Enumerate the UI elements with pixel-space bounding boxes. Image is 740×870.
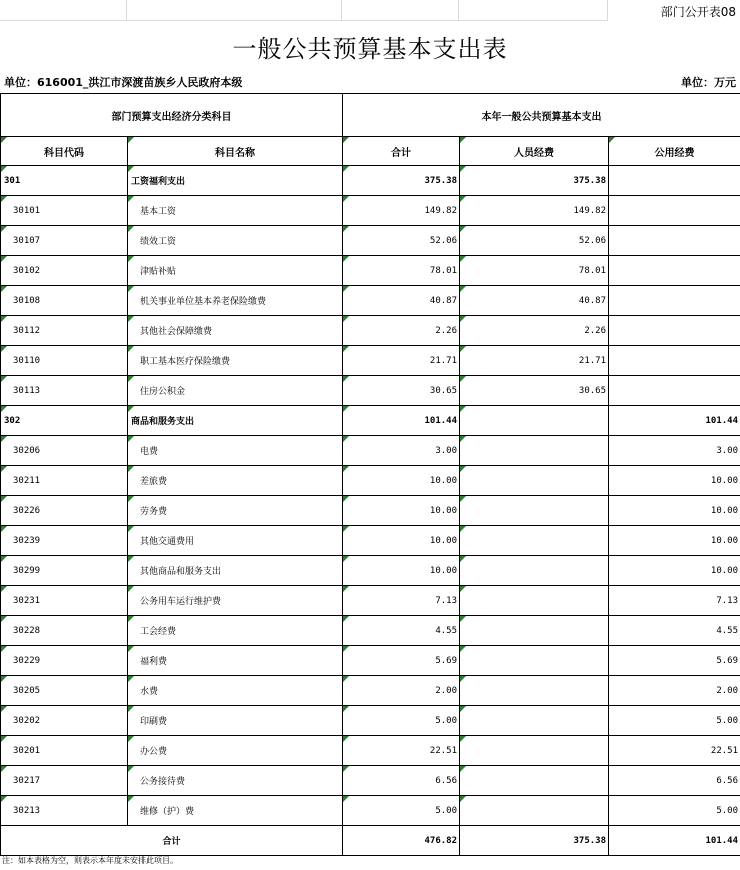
table-row bbox=[1, 736, 740, 766]
table-row bbox=[1, 796, 740, 826]
cell-total: 4.55 bbox=[343, 616, 460, 646]
cell-personnel: 2.26 bbox=[460, 316, 609, 346]
cell-personnel bbox=[460, 796, 609, 826]
cell-code: 30211 bbox=[1, 466, 128, 496]
cell-public bbox=[609, 346, 740, 376]
cell-personnel bbox=[460, 466, 609, 496]
cell-name: 机关事业单位基本养老保险缴费 bbox=[128, 286, 343, 316]
total-personnel: 375.38 bbox=[460, 826, 609, 856]
header-total: 合计 bbox=[343, 137, 460, 166]
cell-name: 职工基本医疗保险缴费 bbox=[128, 346, 343, 376]
budget-table bbox=[0, 93, 740, 856]
table-row bbox=[1, 496, 740, 526]
cell-total: 5.00 bbox=[343, 796, 460, 826]
cell-total: 2.00 bbox=[343, 676, 460, 706]
cell-total: 101.44 bbox=[343, 406, 460, 436]
cell-code: 30239 bbox=[1, 526, 128, 556]
cell-name: 劳务费 bbox=[128, 496, 343, 526]
cell-public: 2.00 bbox=[609, 676, 740, 706]
cell-code: 30217 bbox=[1, 766, 128, 796]
cell-code: 302 bbox=[1, 406, 128, 436]
cell-personnel bbox=[460, 496, 609, 526]
cell-total: 10.00 bbox=[343, 556, 460, 586]
cell-name: 福利费 bbox=[128, 646, 343, 676]
top-grid-strip bbox=[0, 0, 740, 22]
header-group-left: 部门预算支出经济分类科目 bbox=[1, 94, 343, 137]
cell-total: 2.26 bbox=[343, 316, 460, 346]
cell-public: 6.56 bbox=[609, 766, 740, 796]
cell-code: 30228 bbox=[1, 616, 128, 646]
table-row bbox=[1, 346, 740, 376]
table-row bbox=[1, 766, 740, 796]
table-row bbox=[1, 406, 740, 436]
cell-code: 30102 bbox=[1, 256, 128, 286]
cell-personnel bbox=[460, 766, 609, 796]
cell-name: 其他交通费用 bbox=[128, 526, 343, 556]
grid-cell bbox=[0, 0, 127, 21]
cell-public: 10.00 bbox=[609, 526, 740, 556]
table-row bbox=[1, 166, 740, 196]
cell-code: 30299 bbox=[1, 556, 128, 586]
cell-public: 10.00 bbox=[609, 466, 740, 496]
cell-code: 30201 bbox=[1, 736, 128, 766]
header-group-row bbox=[1, 94, 740, 137]
cell-code: 30202 bbox=[1, 706, 128, 736]
cell-personnel: 30.65 bbox=[460, 376, 609, 406]
cell-name: 其他社会保障缴费 bbox=[128, 316, 343, 346]
table-row bbox=[1, 466, 740, 496]
total-public: 101.44 bbox=[609, 826, 740, 856]
table-row bbox=[1, 706, 740, 736]
grid-cell bbox=[342, 0, 459, 21]
cell-name: 办公费 bbox=[128, 736, 343, 766]
cell-personnel bbox=[460, 406, 609, 436]
total-sum: 476.82 bbox=[343, 826, 460, 856]
cell-total: 78.01 bbox=[343, 256, 460, 286]
cell-name: 公务用车运行维护费 bbox=[128, 586, 343, 616]
cell-total: 10.00 bbox=[343, 526, 460, 556]
table-row bbox=[1, 436, 740, 466]
cell-code: 30229 bbox=[1, 646, 128, 676]
cell-code: 30113 bbox=[1, 376, 128, 406]
footnote: 注：如本表格为空，则表示本年度未安排此项目。 bbox=[2, 856, 178, 865]
cell-code: 30231 bbox=[1, 586, 128, 616]
cell-personnel bbox=[460, 736, 609, 766]
cell-code: 301 bbox=[1, 166, 128, 196]
table-row bbox=[1, 646, 740, 676]
cell-personnel bbox=[460, 676, 609, 706]
page-title: 一般公共预算基本支出表 bbox=[232, 35, 508, 63]
cell-total: 7.13 bbox=[343, 586, 460, 616]
cell-personnel bbox=[460, 526, 609, 556]
cell-total: 30.65 bbox=[343, 376, 460, 406]
total-row bbox=[1, 826, 740, 856]
cell-name: 工资福利支出 bbox=[128, 166, 343, 196]
table-row bbox=[1, 226, 740, 256]
cell-name: 水费 bbox=[128, 676, 343, 706]
cell-public: 3.00 bbox=[609, 436, 740, 466]
table-row bbox=[1, 676, 740, 706]
cell-total: 5.69 bbox=[343, 646, 460, 676]
cell-total: 6.56 bbox=[343, 766, 460, 796]
cell-name: 基本工资 bbox=[128, 196, 343, 226]
header-column-row bbox=[1, 137, 740, 166]
header-group-right: 本年一般公共预算基本支出 bbox=[343, 94, 740, 137]
cell-code: 30108 bbox=[1, 286, 128, 316]
cell-name: 津贴补贴 bbox=[128, 256, 343, 286]
cell-personnel: 149.82 bbox=[460, 196, 609, 226]
cell-personnel: 21.71 bbox=[460, 346, 609, 376]
cell-public: 7.13 bbox=[609, 586, 740, 616]
cell-code: 30206 bbox=[1, 436, 128, 466]
cell-name: 商品和服务支出 bbox=[128, 406, 343, 436]
cell-total: 21.71 bbox=[343, 346, 460, 376]
table-row bbox=[1, 286, 740, 316]
cell-public bbox=[609, 196, 740, 226]
cell-total: 10.00 bbox=[343, 496, 460, 526]
table-row bbox=[1, 556, 740, 586]
cell-public bbox=[609, 376, 740, 406]
cell-total: 3.00 bbox=[343, 436, 460, 466]
cell-total: 149.82 bbox=[343, 196, 460, 226]
cell-name: 印刷费 bbox=[128, 706, 343, 736]
grid-cell bbox=[459, 0, 608, 21]
cell-code: 30101 bbox=[1, 196, 128, 226]
cell-name: 绩效工资 bbox=[128, 226, 343, 256]
form-number: 部门公开表08 bbox=[660, 5, 736, 19]
header-public: 公用经费 bbox=[609, 137, 740, 166]
cell-personnel bbox=[460, 436, 609, 466]
cell-code: 30107 bbox=[1, 226, 128, 256]
cell-public: 101.44 bbox=[609, 406, 740, 436]
cell-personnel bbox=[460, 616, 609, 646]
unit-row bbox=[0, 73, 740, 93]
cell-personnel bbox=[460, 556, 609, 586]
table-row bbox=[1, 316, 740, 346]
cell-public: 10.00 bbox=[609, 556, 740, 586]
cell-public: 5.69 bbox=[609, 646, 740, 676]
table-row bbox=[1, 616, 740, 646]
table-row bbox=[1, 196, 740, 226]
total-label: 合计 bbox=[1, 826, 343, 856]
cell-code: 30112 bbox=[1, 316, 128, 346]
cell-code: 30213 bbox=[1, 796, 128, 826]
cell-name: 电费 bbox=[128, 436, 343, 466]
header-name: 科目名称 bbox=[128, 137, 343, 166]
cell-total: 375.38 bbox=[343, 166, 460, 196]
cell-public: 5.00 bbox=[609, 706, 740, 736]
cell-personnel bbox=[460, 586, 609, 616]
cell-personnel bbox=[460, 646, 609, 676]
cell-public: 22.51 bbox=[609, 736, 740, 766]
header-code: 科目代码 bbox=[1, 137, 128, 166]
cell-name: 差旅费 bbox=[128, 466, 343, 496]
cell-code: 30226 bbox=[1, 496, 128, 526]
grid-cell bbox=[127, 0, 342, 21]
cell-personnel bbox=[460, 706, 609, 736]
cell-total: 22.51 bbox=[343, 736, 460, 766]
cell-total: 52.06 bbox=[343, 226, 460, 256]
cell-name: 维修（护）费 bbox=[128, 796, 343, 826]
cell-personnel: 375.38 bbox=[460, 166, 609, 196]
cell-code: 30205 bbox=[1, 676, 128, 706]
header-personnel: 人员经费 bbox=[460, 137, 609, 166]
cell-personnel: 78.01 bbox=[460, 256, 609, 286]
cell-public: 5.00 bbox=[609, 796, 740, 826]
cell-code: 30110 bbox=[1, 346, 128, 376]
cell-personnel: 52.06 bbox=[460, 226, 609, 256]
cell-name: 住房公积金 bbox=[128, 376, 343, 406]
cell-public: 4.55 bbox=[609, 616, 740, 646]
cell-public bbox=[609, 316, 740, 346]
cell-public bbox=[609, 166, 740, 196]
cell-total: 40.87 bbox=[343, 286, 460, 316]
cell-name: 其他商品和服务支出 bbox=[128, 556, 343, 586]
cell-total: 5.00 bbox=[343, 706, 460, 736]
cell-personnel: 40.87 bbox=[460, 286, 609, 316]
cell-public bbox=[609, 226, 740, 256]
cell-total: 10.00 bbox=[343, 466, 460, 496]
unit-currency: 单位：万元 bbox=[681, 76, 736, 89]
cell-name: 工会经费 bbox=[128, 616, 343, 646]
table-row bbox=[1, 586, 740, 616]
unit-organization: 单位：616001_洪江市深渡苗族乡人民政府本级 bbox=[4, 76, 243, 89]
cell-public: 10.00 bbox=[609, 496, 740, 526]
table-row bbox=[1, 376, 740, 406]
table-row bbox=[1, 526, 740, 556]
cell-name: 公务接待费 bbox=[128, 766, 343, 796]
cell-public bbox=[609, 286, 740, 316]
table-row bbox=[1, 256, 740, 286]
cell-public bbox=[609, 256, 740, 286]
